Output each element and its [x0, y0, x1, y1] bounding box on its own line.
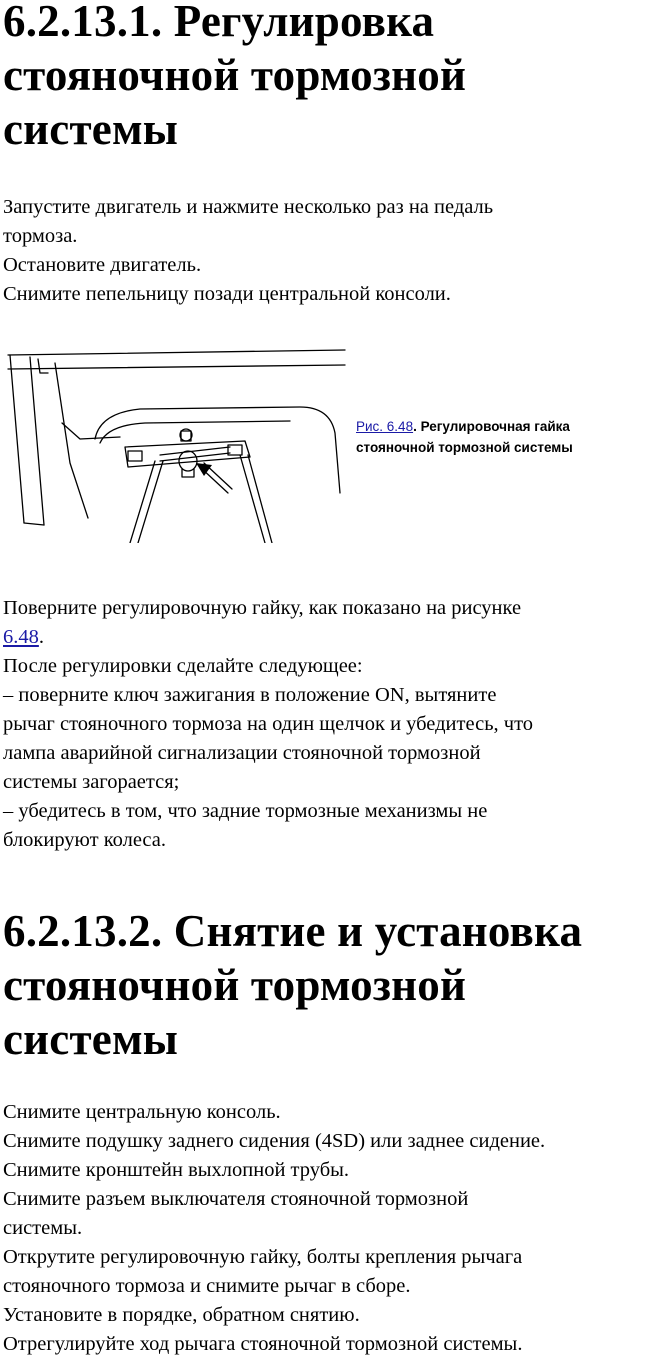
text-line: тормоза. [3, 225, 78, 247]
section-2-title [3, 904, 643, 1066]
parking-brake-nut-drawing-icon [0, 343, 350, 543]
section-2-body [3, 1098, 648, 1359]
text-line: Снимите кронштейн выхлопной трубы. [3, 1159, 350, 1181]
section-2-title-line: стояночной тормозной [3, 960, 467, 1010]
text-line: Отрегулируйте ход рычага стояночной тормозной системы. [3, 1333, 523, 1355]
text-line: Снимите разъем выключателя стояночной тормозной [3, 1188, 469, 1210]
figure-caption [356, 416, 646, 458]
section-1-intro [3, 193, 648, 309]
text-line: После регулировки сделайте следующее: [3, 655, 363, 677]
caption-line [356, 416, 646, 437]
section-2-title-line: 6.2.13.2. Снятие и установка [3, 906, 583, 956]
link-suffix: . [38, 626, 44, 648]
section-2-title-line: системы [3, 1014, 179, 1064]
text-line: Поверните регулировочную гайку, как показано на рисунке [3, 597, 522, 619]
section-1-title-line: 6.2.13.1. Регулировка [3, 0, 435, 46]
text-line: Открутите регулировочную гайку, болты крепления рычага [3, 1246, 523, 1268]
section-1-title-line: системы [3, 104, 179, 154]
section-1-body [3, 594, 648, 855]
text-line: Остановите двигатель. [3, 254, 202, 276]
text-line: Снимите подушку заднего сидения (4SD) или заднее сидение. [3, 1130, 546, 1152]
text-line: рычаг стояночного тормоза на один щелчок и убедитесь, что [3, 713, 534, 735]
figure-6-48-link[interactable]: 6.48 [3, 626, 39, 648]
caption-text: . Регулировочная гайка [413, 419, 570, 434]
text-line: Снимите центральную консоль. [3, 1101, 281, 1123]
figure-ref-link[interactable]: Рис. 6.48 [356, 419, 414, 434]
text-line: стояночного тормоза и снимите рычаг в сборе. [3, 1275, 411, 1297]
text-line: блокируют колеса. [3, 829, 166, 851]
text-line: Установите в порядке, обратном снятию. [3, 1304, 360, 1326]
section-1-title-line: стояночной тормозной [3, 50, 467, 100]
text-line [3, 623, 648, 652]
figure-6-48 [0, 343, 350, 543]
text-line: – убедитесь в том, что задние тормозные механизмы не [3, 800, 488, 822]
text-line: Запустите двигатель и нажмите несколько раз на педаль [3, 196, 494, 218]
text-line: – поверните ключ зажигания в положение ON, вытяните [3, 684, 497, 706]
text-line: системы загорается; [3, 771, 180, 793]
section-1-title [3, 0, 643, 156]
text-line: системы. [3, 1217, 83, 1239]
caption-text: стояночной тормозной системы [356, 440, 573, 455]
text-line: лампа аварийной сигнализации стояночной тормозной [3, 742, 481, 764]
text-line: Снимите пепельницу позади центральной консоли. [3, 283, 451, 305]
